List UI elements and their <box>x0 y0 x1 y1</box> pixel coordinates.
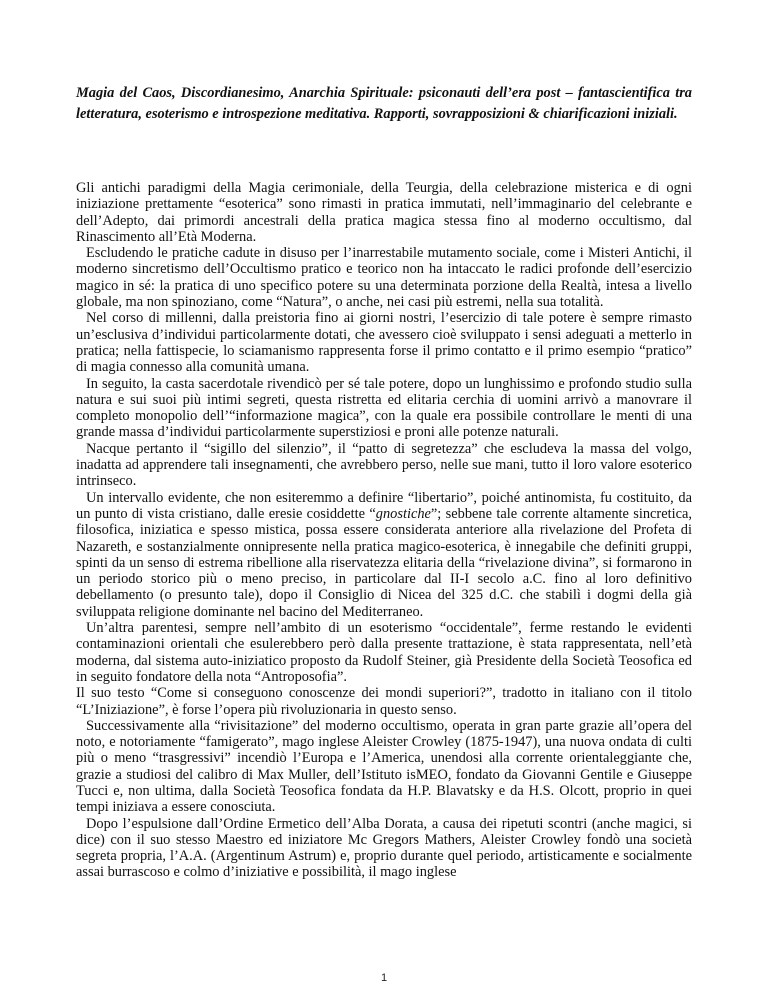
paragraph: Escludendo le pratiche cadute in disuso per l’inarrestabile mutamento sociale, come i Misteri Antichi, il moderno sincretismo dell’Occultismo pratico e teorico non ha intaccato le radici profonde dell’esercizio magico in sé: la pratica di uno specifico potere su una determinata porzione della Realtà, intesa a livello globale, ma non spinoziano, come “Natura”, o anche, nei casi più estremi, nella sua totalità. <box>76 245 692 311</box>
paragraph: In seguito, la casta sacerdotale rivendicò per sé tale potere, dopo un lunghissimo e profondo studio sulla natura e sui suoi più intimi segreti, questa ristretta ed elitaria cerchia di uomini arrivò a manovrare il completo monopolio dell’“informazione magica”, con la quale era possibile controllare le menti di una grande massa d’individui particolarmente superstiziosi e proni alle potenze naturali. <box>76 375 692 441</box>
paragraph: Nacque pertanto il “sigillo del silenzio”, il “patto di segretezza” che escludeva la massa del volgo, inadatta ad apprendere tali insegnamenti, che avrebbero perso, nelle sue mani, tutto il loro valore esoterico intrinseco. <box>76 440 692 490</box>
paragraph: Gli antichi paradigmi della Magia cerimoniale, della Teurgia, della celebrazione misterica e di ogni iniziazione prettamente “esoterica” sono rimasti in pratica immutati, nell’immaginario del celebrante e dell’Adepto, dai primordi ancestrali della pratica magica stessa fino al moderno occultismo, dal Rinascimento all’Età Moderna. <box>76 180 692 245</box>
paragraph: Nel corso di millenni, dalla preistoria fino ai giorni nostri, l’esercizio di tale potere è sempre rimasto un’esclusiva d’individui particolarmente dotati, che avessero cioè sviluppato i sensi adeguati a metterlo in pratica; nella fattispecie, lo sciamanismo rappresenta forse il primo contatto e il primo esempio “pratico” di magia connesso alla comunità umana. <box>76 310 692 376</box>
paragraph-with-italic <box>76 490 692 620</box>
document-title: Magia del Caos, Discordianesimo, Anarchia Spirituale: psiconauti dell’era post – fantascientifica tra letteratura, esoterismo e introspezione meditativa. Rapporti, sovrapposizioni & chiarificazioni iniziali. <box>76 85 692 122</box>
paragraph: Dopo l’espulsione dall’Ordine Ermetico dell’Alba Dorata, a causa dei ripetuti scontri (anche magici, si dice) con il suo stesso Maestro ed iniziatore Mc Gregors Mathers, Aleister Crowley fondò una società segreta propria, l’A.A. (Argentinum Astrum) e, proprio durante quel periodo, artisticamente e socialmente assai burrascoso e colmo d’iniziative e possibilità, il mago inglese <box>76 815 692 881</box>
page-number: 1 <box>380 972 388 984</box>
document-body <box>76 180 692 881</box>
paragraph: Successivamente alla “rivisitazione” del moderno occultismo, operata in gran parte grazie all’opera del noto, e notoriamente “famigerato”, mago inglese Aleister Crowley (1875-1947), una nuova ondata di culti più o meno “trasgressivi” incendiò l’Europa e l’America, unendosi alla corrente orientaleggiante che, grazie a studiosi del calibro di Max Muller, dell’Istituto isMEO, fondato da Giovanni Gentile e Giuseppe Tucci e, non ultima, dalla Società Teosofica fondata da H.P. Blavatsky e da H.S. Olcott, proprio in quei tempi iniziava a essere conosciuta. <box>76 717 692 816</box>
paragraph-text: Un intervallo evidente, che non esiteremmo a definire “libertario”, poiché antinomista, fu costituito, da un punto di vista cristiano, dalle eresie cosiddette “ <box>76 489 692 522</box>
paragraph: Un’altra parentesi, sempre nell’ambito di un esoterismo “occidentale”, ferme restando le evidenti contaminazioni orientali che esulerebbero però dalla presente trattazione, è stata rappresentata, nell’età moderna, dal sistema auto-iniziatico proposto da Rudolf Steiner, già Presidente della Società Teosofica ed in seguito fondatore della nota “Antroposofia”. <box>76 620 692 685</box>
paragraph: Il suo testo “Come si conseguono conoscenze dei mondi superiori?”, tradotto in italiano con il titolo “L’Iniziazione”, è forse l’opera più rivoluzionaria in questo senso. <box>76 685 692 718</box>
italic-term: gnostiche <box>375 505 431 522</box>
paragraph-text: ”; sebbene tale corrente altamente sincretica, filosofica, iniziatica e spesso mistica, possa essere considerata anteriore alla rivelazione del Profeta di Nazareth, e sostanzialmente onnipresente nella pratica magico-esoterica, è innegabile che definiti gruppi, spinti da un senso di estrema ribellione alla riservatezza elitaria della “rivelazione divina”, si formarono in un periodo storico più o meno preciso, in particolare dal II-I secolo a.C. fino al loro definitivo debellamento (o presunto tale), dopo il Consiglio di Nicea del 325 d.C. che stabilì i dogmi della già sviluppata religione dominante nel bacino del Mediterraneo. <box>76 505 692 620</box>
